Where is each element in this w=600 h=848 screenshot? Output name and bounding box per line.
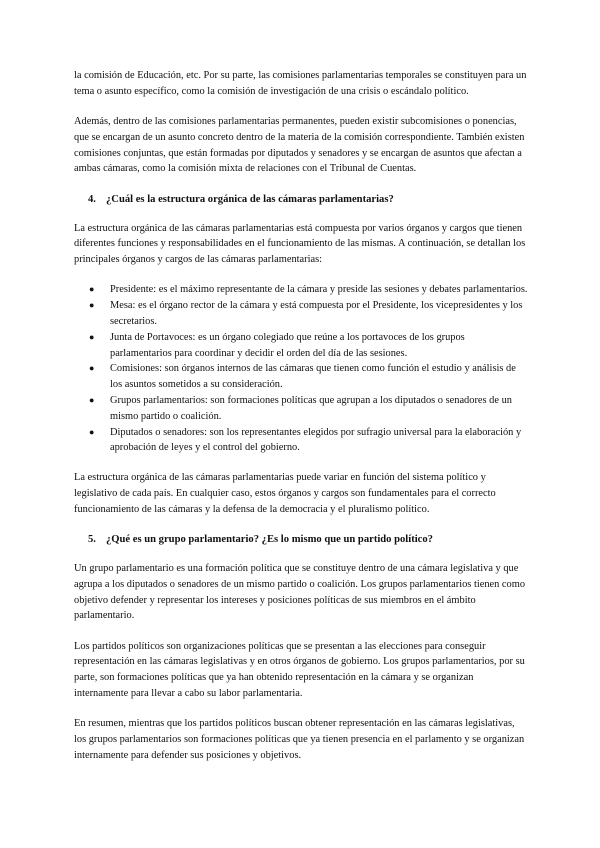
list-item: ● Diputados o senadores: son los representantes elegidos por sufragio universal para la elaboración y aprobación de leyes y el control del gobierno. — [89, 426, 522, 454]
section-4-title: ¿Cuál es la estructura orgánica de las cámaras parlamentarias? — [106, 193, 394, 205]
section-5-number: 5. — [88, 534, 96, 546]
bullet-icon: ● — [89, 300, 95, 311]
bullet-icon: ● — [89, 284, 95, 295]
bullet-icon: ● — [89, 426, 95, 437]
section-5-title: ¿Qué es un grupo parlamentario? ¿Es lo mismo que un partido político? — [106, 534, 433, 546]
document-page — [74, 68, 529, 778]
bullet-icon: ● — [89, 363, 95, 374]
section-4-heading — [74, 192, 529, 208]
list-item: ● Mesa: es el órgano rector de la cámara y está compuesta por el Presidente, los vicepresidentes y los secretarios. — [89, 300, 523, 328]
section-4-number: 4. — [88, 193, 96, 205]
intro-paragraph-2: Además, dentro de las comisiones parlamentarias permanentes, pueden existir subcomisiones o ponencias, que se encargan de un asunto concreto dentro de la materia de la comisión correspondiente. También existen comisiones conjuntas, que están formadas por diputados y senadores y se encargan de asuntos que afectan a ambas cámaras, como la comisión mixta de relaciones con el Tribunal de Cuentas. — [74, 116, 525, 175]
section-4-closing: La estructura orgánica de las cámaras parlamentarias puede variar en función del sistema político y legislativo de cada país. En cualquier caso, estos órganos y cargos son fundamentales para el correcto funcionamiento de las cámaras y la defensa de la democracia y el pluralismo político. — [74, 472, 496, 515]
list-item: ● Grupos parlamentarios: son formaciones políticas que agrupan a los diputados o senadores de un mismo partido o coalición. — [89, 395, 512, 422]
section-5-paragraph-1: Un grupo parlamentario es una formación política que se constituye dentro de una cámara legislativa y que agrupa a los diputados o senadores de un mismo partido o coalición. Los grupos parlamentarios tienen como objetivo defender y representar los intereses y posiciones políticas de sus miembros en el ámbito parlamentario. — [74, 562, 526, 622]
section-5-paragraph-2: Los partidos políticos son organizaciones políticas que se presentan a las elecciones para conseguir representación en las cámaras legislativas y en otros órganos de gobierno. Los grupos parlamentarios, por su parte, son formaciones políticas que ya han obtenido representación en la cámara y se organizan internamente para llevar a cabo su labor parlamentaria. — [74, 640, 525, 699]
section-5-heading — [74, 532, 529, 548]
list-item: ● Junta de Portavoces: es un órgano colegiado que reúne a los portavoces de los grupos parlamentarios para coordinar y decidir el orden del día de las sesiones. — [89, 331, 465, 359]
bullet-icon: ● — [89, 395, 95, 406]
section-5-paragraph-3: En resumen, mientras que los partidos políticos buscan obtener representación en las cámaras legislativas, los grupos parlamentarios son formaciones políticas que ya tienen presencia en el parlamento y se organizan internamente para defender sus posiciones y objetivos. — [74, 718, 525, 761]
list-item: ● Comisiones: son órganos internos de las cámaras que tienen como función el estudio y análisis de los asuntos sometidos a su consideración. — [89, 363, 516, 391]
bullet-icon: ● — [89, 331, 95, 342]
organs-list — [74, 282, 529, 456]
section-4-intro: La estructura orgánica de las cámaras parlamentarias está compuesta por varios órganos y cargos que tienen diferentes funciones y responsabilidades en el funcionamiento de las mismas. A continuación, se detallan los principales órganos y cargos de las cámaras parlamentarias: — [74, 222, 526, 266]
list-item: ● Presidente: es el máximo representante de la cámara y preside las sesiones y debates parlamentarios. — [74, 282, 529, 298]
intro-paragraph-1: la comisión de Educación, etc. Por su parte, las comisiones parlamentarias temporales se constituyen para un tema o asunto específico, como la comisión de investigación de una crisis o escándalo político. — [74, 70, 527, 97]
